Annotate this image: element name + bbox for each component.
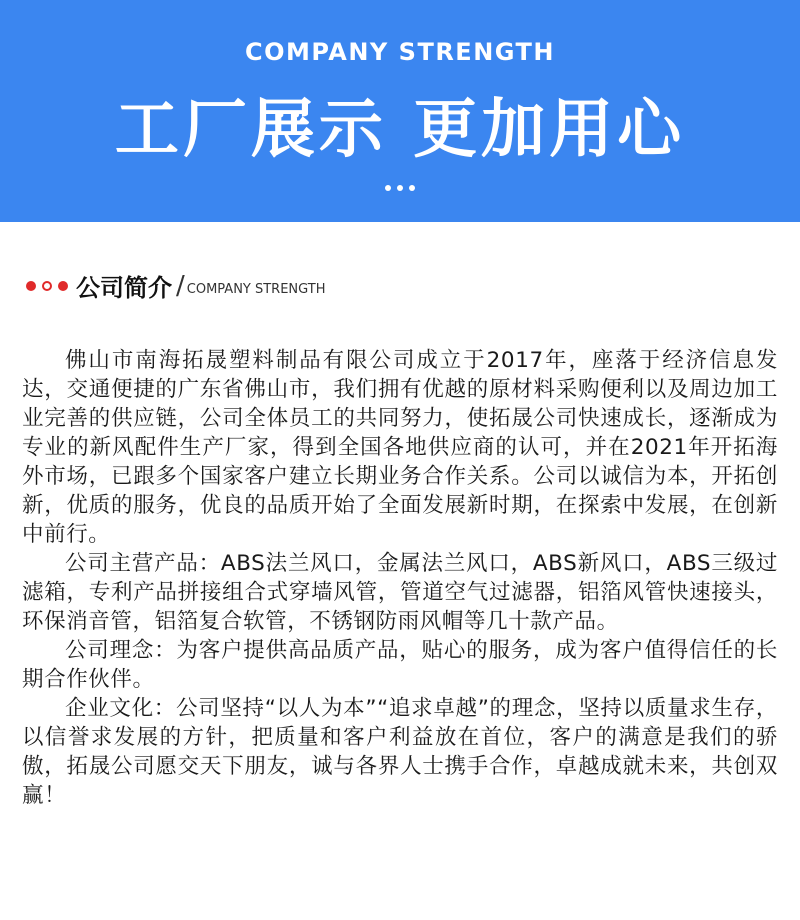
culture-paragraph: 企业文化：公司坚持“以人为本”“追求卓越”的理念，坚持以质量求生存，以信誉求发展的方针，把质量和客户利益放在首位，客户的满意是我们的骄傲，拓晟公司愿交天下朋友，诚与各界人士携手合作，卓越成就未来，共创双赢！ <box>22 696 778 808</box>
section-subtitle: COMPANY STRENGTH <box>186 282 326 297</box>
section-dots-decoration <box>26 281 68 291</box>
banner-dots-decoration <box>0 185 800 191</box>
section-header <box>26 268 325 303</box>
red-dot-icon <box>58 281 68 291</box>
banner-subtitle: COMPANY STRENGTH <box>244 38 556 66</box>
products-paragraph: 公司主营产品：ABS法兰风口，金属法兰风口，ABS新风口，ABS三级过滤箱，专利产品拼接组合式穿墙风管，管道空气过滤器，铝箔风管快速接头，环保消音管，铝箔复合软管，不锈钢防雨风帽等几十款产品。 <box>22 551 778 634</box>
red-dot-icon <box>26 281 36 291</box>
header-banner <box>0 0 800 222</box>
dot-icon <box>397 185 403 191</box>
philosophy-paragraph: 公司理念：为客户提供高品质产品，贴心的服务，成为客户值得信任的长期合作伙伴。 <box>22 638 778 692</box>
red-ring-icon <box>42 281 52 291</box>
banner-title: 工厂展示 更加用心 <box>114 93 686 167</box>
section-slash: / <box>176 270 185 301</box>
section-title: 公司简介 <box>76 274 172 302</box>
intro-paragraph: 佛山市南海拓晟塑料制品有限公司成立于2017年，座落于经济信息发达，交通便捷的广东省佛山市，我们拥有优越的原材料采购便利以及周边加工业完善的供应链，公司全体员工的共同努力，使拓晟公司快速成长，逐渐成为专业的新风配件生产厂家，得到全国各地供应商的认可，并在2021年开拓海外市场，已跟多个国家客户建立长期业务合作关系。公司以诚信为本，开拓创新，优质的服务，优良的品质开始了全面发展新时期，在探索中发展，在创新中前行。 <box>22 348 778 547</box>
dot-icon <box>385 185 391 191</box>
dot-icon <box>409 185 415 191</box>
company-intro-text <box>22 346 778 810</box>
